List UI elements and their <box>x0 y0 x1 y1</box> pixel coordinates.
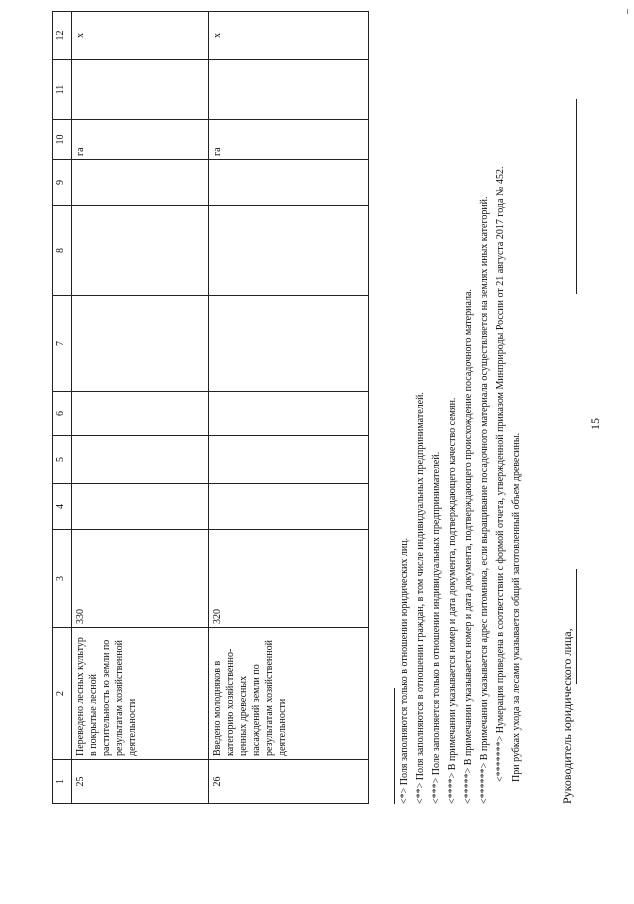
header-cell: 2 <box>53 628 72 760</box>
page-number: 15 <box>588 418 602 430</box>
row-code: 320 <box>209 530 369 628</box>
footnote: <**> Поля заполняются в отношении граждан, в том числе индивидуальных предпринимателей. <box>415 392 426 804</box>
header-cell: 4 <box>53 484 72 530</box>
table-cell <box>72 436 209 484</box>
table-cell <box>209 160 369 206</box>
row-indicator-name: Переведено лесных культур в покрытые лесной растительность ю земли по результатам хозяйственной деятельности <box>72 628 209 760</box>
footnote: При рубках ухода за лесами указывается общий заготовленный объем древесины. <box>511 432 522 782</box>
footnote: <****> В примечании указывается номер и дата документа, подтверждающего качество семян. <box>447 397 458 804</box>
table-cell <box>209 436 369 484</box>
cross-mark: x <box>209 12 369 60</box>
table-cell <box>72 484 209 530</box>
row-indicator-name: Введено молодняков в категорию хозяйственно-ценных древесных насаждений земли по результатам хозяйственной деятельности <box>209 628 369 760</box>
header-cell: 12 <box>53 12 72 60</box>
footnote: <*****> В примечании указывается номер и дата документа, подтверждающего происхождение посадочного материала. <box>463 289 474 804</box>
corner-mark: – <box>622 9 633 14</box>
table-cell <box>209 296 369 392</box>
header-cell: 3 <box>53 530 72 628</box>
table-header-row <box>53 12 72 804</box>
row-code: 330 <box>72 530 209 628</box>
signature-line <box>576 569 577 684</box>
row-number: 26 <box>209 760 369 804</box>
footnote-divider <box>394 688 395 804</box>
header-cell: 6 <box>53 392 72 436</box>
footnote: <*> Поля заполняются только в отношении юридических лиц. <box>399 537 410 804</box>
table-cell <box>72 296 209 392</box>
header-cell: 7 <box>53 296 72 392</box>
footnote: <***> Поле заполняется только в отношении индивидуальных предпринимателей. <box>431 451 442 804</box>
unit-cell: га <box>209 120 369 160</box>
footnotes <box>394 24 525 804</box>
table-cell <box>209 206 369 296</box>
table-cell <box>72 206 209 296</box>
table-row <box>209 12 369 804</box>
table-cell <box>209 484 369 530</box>
row-number: 25 <box>72 760 209 804</box>
table-row <box>72 12 209 804</box>
unit-cell: га <box>72 120 209 160</box>
footnote: <******> В примечании указывается адрес питомника, если выращивание посадочного материала осуществляется на землях иных категорий. <box>479 196 490 804</box>
header-cell: 11 <box>53 60 72 120</box>
table-cell <box>209 392 369 436</box>
table-cell <box>72 160 209 206</box>
report-table <box>52 11 369 804</box>
name-line <box>576 99 577 294</box>
header-cell: 9 <box>53 160 72 206</box>
header-cell: 10 <box>53 120 72 160</box>
signature-block <box>560 24 575 804</box>
table-cell <box>72 392 209 436</box>
header-cell: 5 <box>53 436 72 484</box>
cross-mark: x <box>72 12 209 60</box>
table-cell <box>72 60 209 120</box>
header-cell: 8 <box>53 206 72 296</box>
footnote: <*******> Нумерация приведена в соответствии с формой отчета, утвержденной приказом Минприроды России от 21 августа 2017 года № 452. <box>495 166 506 782</box>
signature-label: Руководитель юридического лица, <box>560 628 574 804</box>
header-cell: 1 <box>53 760 72 804</box>
table-cell <box>209 60 369 120</box>
